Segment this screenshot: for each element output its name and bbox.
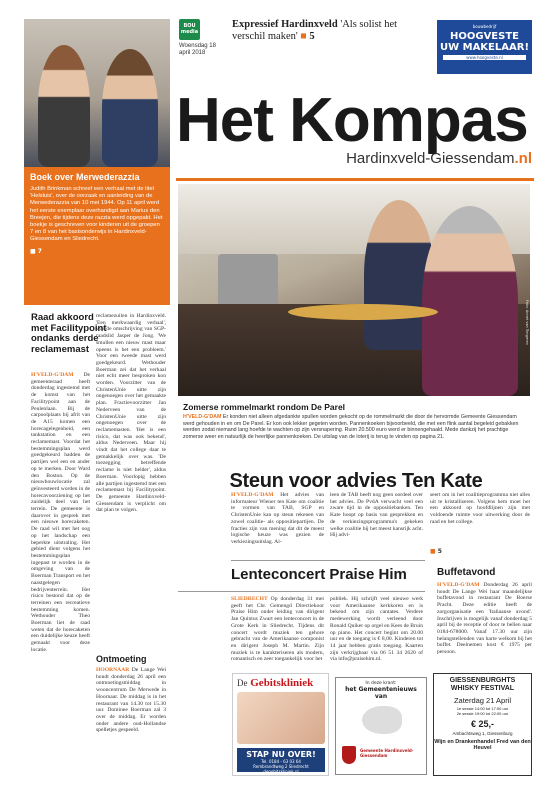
publisher-logo-sub: media	[180, 29, 199, 35]
article-buffet-headline[interactable]: Buffetavond	[437, 567, 496, 578]
promo-page-ref	[30, 248, 164, 255]
promo-person-left	[38, 45, 90, 167]
whisky-ad-price: € 25,-	[470, 719, 494, 729]
duck-icon	[362, 706, 402, 734]
page-arrow-icon: ■	[30, 247, 36, 255]
photo-caption-text: Er konden niet alleen afgedankte spullen worden gekocht op de rommelmarkt die door de hervormde Gemeente Giessendam werd gehouden in en om De Parel. Er kon ook lekker gegeten worden. Pannenkoeken bijvoorbeeld, die met een flink aantal begeleid gebakken werden zodat niemand lang hoefde te wachten op zijn versnapering. Ruim 20.500 euro werd er binnengehaald. Mede dankzij het prachtige zomerse weer en natuurlijk de heerlijke pannenkoeken. De uitslag van de loterij is terug te vinden op pagina 21.	[183, 414, 519, 440]
photo-credit: Foto: Annet van Tongeren	[525, 300, 529, 345]
masthead-divider	[176, 178, 534, 181]
gebitskliniek-phone: Tel. 0184 - 63 03 64	[261, 759, 301, 764]
article-raad-col1	[31, 372, 90, 772]
promo-page-number: 7	[37, 247, 42, 255]
promo-box[interactable]	[24, 167, 170, 305]
gemeente-ad-name: Gemeente Hardinxveld-Giessendam	[360, 748, 414, 758]
gemeente-ad-line1: In deze krant:	[365, 681, 397, 686]
masthead-subtitle-town: Hardinxveld-Giessendam	[346, 150, 515, 167]
gebitskliniek-logo-prefix: De	[237, 678, 248, 688]
article-steun-headline[interactable]: Steun voor advies Ten Kate	[229, 470, 483, 492]
article-buffet-body	[437, 582, 532, 662]
article-buffet-text: Donderdag 26 april houdt De Lange Wei haar maandelijkse buffetavond in restaurant De Boerse Pracht. Deze editie heeft de zorgorganisatie een 'Italiaanse avond'. Inschrijven is mogelijk vanaf donderdag 5 april bij de receptie of door te bellen naar 0184-678000. Vanaf 17.30 uur zijn belangstellenden van harte welkom bij het buffet. Deelnemen kost € 1975 per persoon.	[437, 582, 532, 656]
gebitskliniek-url: degebitskliniek.nl	[263, 769, 299, 774]
promo-text: Judith Brinkman schreef een verhaal met de titel 'Helsluis', over de oorzaak en aanleiding van de Merwederazzia van 10 mei 1944. Op 11 april werd het eerste exemplaar overhandigd aan Marius den Breejen, die tijdens deze razzia werd opgepakt. Het boekje is geschreven voor kinderen uit de groepen 7 en 8 van het basisonderwijs in Hardinxveld-Giessendam en Sliedrecht.	[30, 186, 163, 243]
article-steun-col1	[231, 492, 324, 552]
teaser-headline[interactable]	[232, 19, 432, 43]
gebitskliniek-logo	[233, 674, 328, 692]
article-raad-place: H'VELD-G'DAM	[31, 372, 74, 378]
issue-date: Woensdag 18 april 2018	[179, 43, 216, 56]
article-steun-place: H'VELD-G'DAM	[231, 492, 274, 498]
article-lente-col1	[231, 596, 324, 664]
whisky-ad-host: Wijn en Drankenhandel Fred van den Heuvel	[434, 739, 531, 751]
photo-pancakes	[288, 304, 438, 320]
whisky-festival-ad[interactable]	[433, 673, 532, 776]
teaser-page-arrow-icon: ■	[300, 31, 307, 42]
article-ontmoeting-body	[96, 667, 166, 772]
article-ontmoeting-text: De Lange Wei houdt donderdag 26 april een ontmoetingsmiddag in wooncentrum De Merwede in Hoornaar. De middag is in het restaurant van 14.30 tot 15.30 uur. Dominee Boerman zal 3 over de middag. Er worden onder andere oud-Hollandse spelletjes gespeeld.	[96, 667, 167, 734]
divider-rule	[178, 591, 425, 592]
hoogveste-ad[interactable]	[437, 20, 532, 74]
whisky-ad-line1: GIESSENBURGHTS	[449, 677, 516, 684]
gebitskliniek-cta: STAP NU OVER!	[246, 750, 316, 759]
whisky-ad-line2: WHISKY FESTIVAL	[450, 685, 515, 692]
hoogveste-ad-slogan: UW MAKELAAR!	[439, 42, 529, 53]
publisher-logo	[179, 19, 200, 40]
masthead-subtitle-suffix: .nl	[514, 150, 532, 167]
article-lente-place: SLIEDRECHT	[231, 596, 268, 602]
gebitskliniek-address: Rembrandtweg 2 Sliedrecht	[253, 764, 309, 769]
article-lente-col1-text: Op donderdag 31 mei geeft het Chr. Gemengd Directiekoor Praise Him onder leiding van dirigent Jan Quintus Zwart een lenteconcert in de Grote Kerk in Sliedrecht. Tijdens dit concert wordt muziek ten gehore gebracht van de Amerikaanse componist en dirigent Joseph M. Martin. Zijn muziek is te karakteriseren als modern, romantisch en zeer toegankelijk voor het	[231, 596, 324, 663]
hoogveste-ad-url: www.hoogveste.nl	[443, 55, 526, 60]
gebitskliniek-photo	[237, 692, 325, 744]
photo-caption-body	[183, 414, 529, 442]
whisky-ad-date: Zaterdag 21 April	[453, 696, 512, 705]
teaser-headline-rest: 'Als solist het verschil maken'	[232, 19, 398, 42]
gemeentenieuws-ad[interactable]	[335, 677, 427, 775]
article-steun-page-number: 5	[437, 548, 442, 555]
article-steun-col1-text: Het advies van informateur Wiener ten Kate om coalitie te vormen van TAB, SGP en ChristenUnie kan op steun rekenen van zowel coalitie- als oppositiepartijen. De fracties zijn van mening dat dit de meest logische keuze was gezien de verkiezingsuitslag. Al-	[231, 492, 324, 545]
article-steun-col2: leen de TAB heeft nog geen oordeel over het advies. De PvdA verwacht veel een zware tijd in de oppositiebanken. Ten Kate hoopt op basis van gesprekken en de verkiezingsprogramma's gekeken welke coalitie bij het meest kansrijk acht. Hij advi-	[330, 492, 423, 539]
gebitskliniek-banner	[237, 748, 325, 772]
hoogveste-ad-brand: HOOGVESTE	[449, 31, 519, 42]
page-arrow-icon: ■	[430, 548, 436, 555]
gemeente-ad-line2: het Gemeentenieuws van	[345, 686, 417, 700]
whisky-ad-session1: 1e sessie 14:00 tot 17:00 uur	[456, 706, 509, 711]
whisky-ad-address: Ambachtsweg 1, Giessenburg	[452, 731, 513, 736]
hoogveste-ad-line1: bouwbedrijf	[472, 24, 497, 29]
divider-rule	[231, 560, 425, 561]
promo-photo	[24, 19, 170, 167]
teaser-headline-bold: Expressief Hardinxveld	[232, 19, 338, 30]
masthead-subtitle	[292, 150, 532, 167]
photo-caption-headline: Zomerse rommelmarkt rondom De Parel	[183, 402, 346, 412]
municipal-crest-icon	[342, 746, 356, 764]
rommelmarkt-photo	[178, 184, 530, 396]
photo-person-right	[422, 206, 518, 396]
article-raad-headline[interactable]: Raad akkoord met Facilitypoint ondanks derde reclamemast	[31, 312, 107, 355]
article-steun-col3: seert om in het coalitieprogramma niet alles uit te kristalliseren. Volgens hem moet het een akkoord op hoofdlijnen zijn met voldoende ruimte voor uitwerking door de raad en het college.	[430, 492, 530, 525]
photo-caption-place: H'VELD-G'DAM	[183, 414, 222, 420]
article-lente-headline[interactable]: Lenteconcert Praise Him	[231, 566, 407, 583]
article-buffet-place: H'VELD-G'DAM	[437, 582, 480, 588]
masthead-title: Het Kompas	[176, 86, 528, 155]
publisher-logo-text: BOU	[183, 23, 196, 29]
whisky-ad-session2: 2e sessie 19:00 tot 22:00 uur	[456, 711, 509, 716]
article-raad-col1-text: De gemeenteraad heeft donderdag ingestemd met de komst van het Facilitypoint aan de Peulenlaan. Bij de carpoolplaats bij afrit van de A15 komen een horecagelegenheid, een tankstation en een reclamemast. Voordat het bestemmingsplan werd goedgekeurd hadden de partijen wel een en ander op te merken. Door Ward den Boston. Op de nieuwbouwlocatie zal geïnvesteerd worden in de horecavoorziening op het zuidelijk deel van het terrein. De gemeente is daarover in gesprek met een nieuwe horecaketen. De raad wil met het oog op het landschap een beperkte uitstraling. Het gebied dient volgens het bestemmingsplan ingepast te worden in de omgeving van de Boerman Transport en het naastgelegen bedrijventerrein. Het risico bestond dat op de terreinen een recreatieve bestemming komen. Wethouder Theo Boerman liet de raad weten dat de horecaketen een duidelijke keuze heeft gemaakt voor deze locatie.	[31, 372, 90, 653]
promo-person-right	[102, 49, 158, 167]
article-steun-page-ref	[430, 548, 470, 555]
article-ontmoeting-headline[interactable]: Ontmoeting	[96, 654, 147, 664]
gebitskliniek-logo-name: Gebitskliniek	[250, 677, 314, 689]
article-lente-col2: publiek. Hij schrijft veel nieuwe werk voor Amerikaanse kerkkoren en is bekend om zijn cantates. Verdere medewerking wordt verleend door Ronald Quiker op orgel en Kees de Bruin op piano. Het concert begint om 20.00 uur en de toegang is € 8,00. Kinderen tot 14 jaar hebben gratis toegang. Kaarten zijn verkrijgbaar via 06 51 34 2620 of via info@praisehim.nl.	[330, 596, 423, 663]
gebitskliniek-ad[interactable]	[232, 673, 329, 776]
teaser-page: 5	[309, 31, 315, 42]
article-ontmoeting-place: HOORNAAR	[96, 667, 130, 673]
promo-title: Boek over Merwederazzia	[30, 172, 140, 182]
article-raad-col2: reclamezuilen in Hardinxveld. 'Een merkwaardig verhaal', was de omschrijving van SGP-raadslid Jasper de Jong. 'We smullen een nieuw mast maar opeens is het een probleem.' Voor een tweede mast werd goedgekeurd. Wethouder Boerman zei dat het verhaal niet echt meer besproken kon worden. Voorzitter van de ChristenUnie uitte zijn ongenoegen over het gemaakte plan. Fractievoorzitter Jan Nederveen van de ChristenUnie uitte zijn ongenoegen over de reclamemasten. 'Het is een risico, dat was ook bekend', aldus Nederveen. Maar hij vindt dat het college daar te gemakkelijk over was. 'De toezegging betreffende reclame is niet helder', aldus Boerman. Voorlopig hebben alle partijen ingestemd met een reclamemast bij Facilitypoint. De gemeente Hardinxveld-Giessendam is verplicht om dat plan te volgen.	[96, 313, 166, 514]
